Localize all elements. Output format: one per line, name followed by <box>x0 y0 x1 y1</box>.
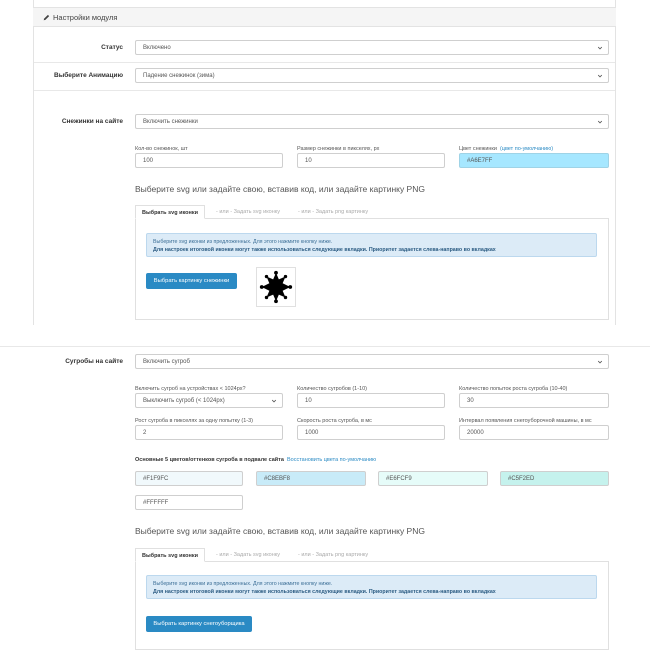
animation-select[interactable] <box>135 68 609 83</box>
snowdrift-color-value-1: #F1F9FC <box>143 475 169 482</box>
chevron-down-icon <box>271 398 277 404</box>
snowflake-icon <box>257 268 295 306</box>
snowdrift-interval-value: 20000 <box>467 429 484 436</box>
snowdrift-speed-input[interactable] <box>297 425 445 440</box>
snowdrift-color-value-5: #FFFFFF <box>143 499 169 506</box>
snowdrift-color-input-1[interactable] <box>135 471 243 486</box>
divider <box>0 346 650 347</box>
divider <box>34 62 615 63</box>
snowflake-color-label-row <box>459 146 553 152</box>
snowdrift-speed-value: 1000 <box>305 429 319 436</box>
tab-snowdrift-set-png[interactable]: - или - Задать png картинку <box>298 552 369 558</box>
panel-heading <box>33 7 616 27</box>
snowflake-info-alert <box>146 233 597 257</box>
snowdrift-interval-input[interactable] <box>459 425 609 440</box>
snowflake-color-label: Цвет снежинки <box>459 146 497 152</box>
snowflake-size-input[interactable] <box>297 153 445 168</box>
snowdrift-colors-label: Основные 5 цветов/оттенков сугроба в подвале сайта <box>135 457 284 463</box>
snowflake-icon-heading: Выберите svg или задайте свою, вставив код, или задайте картинку PNG <box>135 184 425 194</box>
snowdrift-count-value: 10 <box>305 397 312 404</box>
tab-snowflake-set-svg[interactable]: - или - Задать svg иконку <box>216 209 280 215</box>
snowdrift-info-alert <box>146 575 597 599</box>
snowdrift-color-input-5[interactable] <box>135 495 243 510</box>
choose-snowplow-button-label: Выбрать картинку снегоуборщика <box>153 621 245 627</box>
snowdrift-color-value-3: #E6FCF9 <box>386 475 412 482</box>
tab-snowflake-set-png[interactable]: - или - Задать png картинку <box>298 209 369 215</box>
snowdrift-growth-value: 2 <box>143 429 147 436</box>
status-select-value: Включено <box>143 44 171 51</box>
snowflakes-select[interactable] <box>135 114 609 129</box>
panel-title-text: Настройки модуля <box>53 13 118 22</box>
snowflake-preview <box>256 267 296 307</box>
tab-snowdrift-set-svg[interactable]: - или - Задать svg иконку <box>216 552 280 558</box>
snowdrifts-label: Сугробы на сайте <box>65 358 123 365</box>
snowdrift-attempts-value: 30 <box>467 397 474 404</box>
snowdrift-count-input[interactable] <box>297 393 445 408</box>
tab-snowflake-select-svg[interactable]: Выбрать svg иконки <box>135 205 205 219</box>
snowflakes-select-value: Включить снежинки <box>143 118 198 125</box>
snowdrift-alert-text-1: Выберите svg иконки из предложенных. Для этого нажмите кнопку ниже. <box>153 581 333 587</box>
chevron-down-icon <box>597 119 603 125</box>
animation-label: Выберите Анимацию <box>54 72 123 79</box>
choose-snowplow-button[interactable] <box>146 616 252 632</box>
chevron-down-icon <box>597 45 603 51</box>
snowdrift-growth-label: Рост сугроба в пикселях за одну попытку (1-3) <box>135 418 253 424</box>
choose-snowflake-button[interactable] <box>146 273 237 289</box>
snowflake-count-input[interactable] <box>135 153 283 168</box>
status-select[interactable] <box>135 40 609 55</box>
pencil-icon <box>43 14 50 21</box>
snowflakes-label: Снежинки на сайте <box>61 118 123 125</box>
snowdrift-interval-label: Интервал появления снегоуборочной машины, в мс <box>459 418 592 424</box>
choose-snowflake-button-label: Выбрать картинку снежинки <box>153 278 230 284</box>
snowdrift-color-value-4: #C5F2ED <box>508 475 535 482</box>
snowdrift-speed-label: Скорость роста сугроба, в мс <box>297 418 372 424</box>
snowflake-size-label: Размер снежинки в пикселях, px <box>297 146 380 152</box>
snowflake-count-label: Кол-во снежинок, шт <box>135 146 188 152</box>
snowflake-count-value: 100 <box>143 157 154 164</box>
snowdrifts-select-value: Включить сугроб <box>143 358 190 365</box>
tab-snowdrift-select-svg[interactable]: Выбрать svg иконки <box>135 548 205 562</box>
snowdrift-devices-value: Выключить сугроб (< 1024px) <box>143 397 225 404</box>
snowflake-color-input[interactable] <box>459 153 609 168</box>
divider <box>34 90 615 91</box>
chevron-down-icon <box>597 73 603 79</box>
snowdrift-devices-label: Включить сугроб на устройствах < 1024px? <box>135 386 246 392</box>
animation-select-value: Падение снежинок (зима) <box>143 72 215 79</box>
snowdrift-colors-reset-link[interactable]: Восстановить цвета по-умолчанию <box>286 457 377 463</box>
snowdrift-attempts-input[interactable] <box>459 393 609 408</box>
snowdrift-attempts-label: Количество попыток роста сугроба (10-40) <box>459 386 568 392</box>
snowflake-alert-text-2: Для настроек итоговой иконки могут также использоваться следующие вкладки. Приоритет задается слева-направо во вкладках <box>153 247 496 253</box>
snowflake-size-value: 10 <box>305 157 312 164</box>
snowdrift-colors-label-row <box>135 457 376 463</box>
snowdrift-color-input-3[interactable] <box>378 471 488 486</box>
snowflake-color-value: #A6E7FF <box>467 157 493 164</box>
snowdrift-count-label: Количество сугробов (1-10) <box>297 386 368 392</box>
snowdrifts-select[interactable] <box>135 354 609 369</box>
snowdrift-devices-select[interactable] <box>135 393 283 408</box>
snowdrift-color-input-2[interactable] <box>256 471 366 486</box>
chevron-down-icon <box>597 359 603 365</box>
snowdrift-color-value-2: #C8EBF8 <box>264 475 291 482</box>
snowdrift-alert-text-2: Для настроек итоговой иконки могут также использоваться следующие вкладки. Приоритет задается слева-направо во вкладках <box>153 589 496 595</box>
snowdrift-color-input-4[interactable] <box>500 471 609 486</box>
snowdrift-icon-heading: Выберите svg или задайте свою, вставив код, или задайте картинку PNG <box>135 526 425 536</box>
snowdrift-growth-input[interactable] <box>135 425 283 440</box>
status-label: Статус <box>101 44 123 51</box>
snowflake-alert-text-1: Выберите svg иконки из предложенных. Для этого нажмите кнопку ниже. <box>153 239 333 245</box>
panel-title <box>43 13 117 22</box>
snowflake-color-default-link[interactable]: (цвет по-умолчанию) <box>499 146 554 152</box>
panel-border-right <box>615 0 616 325</box>
panel-border-left <box>33 0 34 325</box>
